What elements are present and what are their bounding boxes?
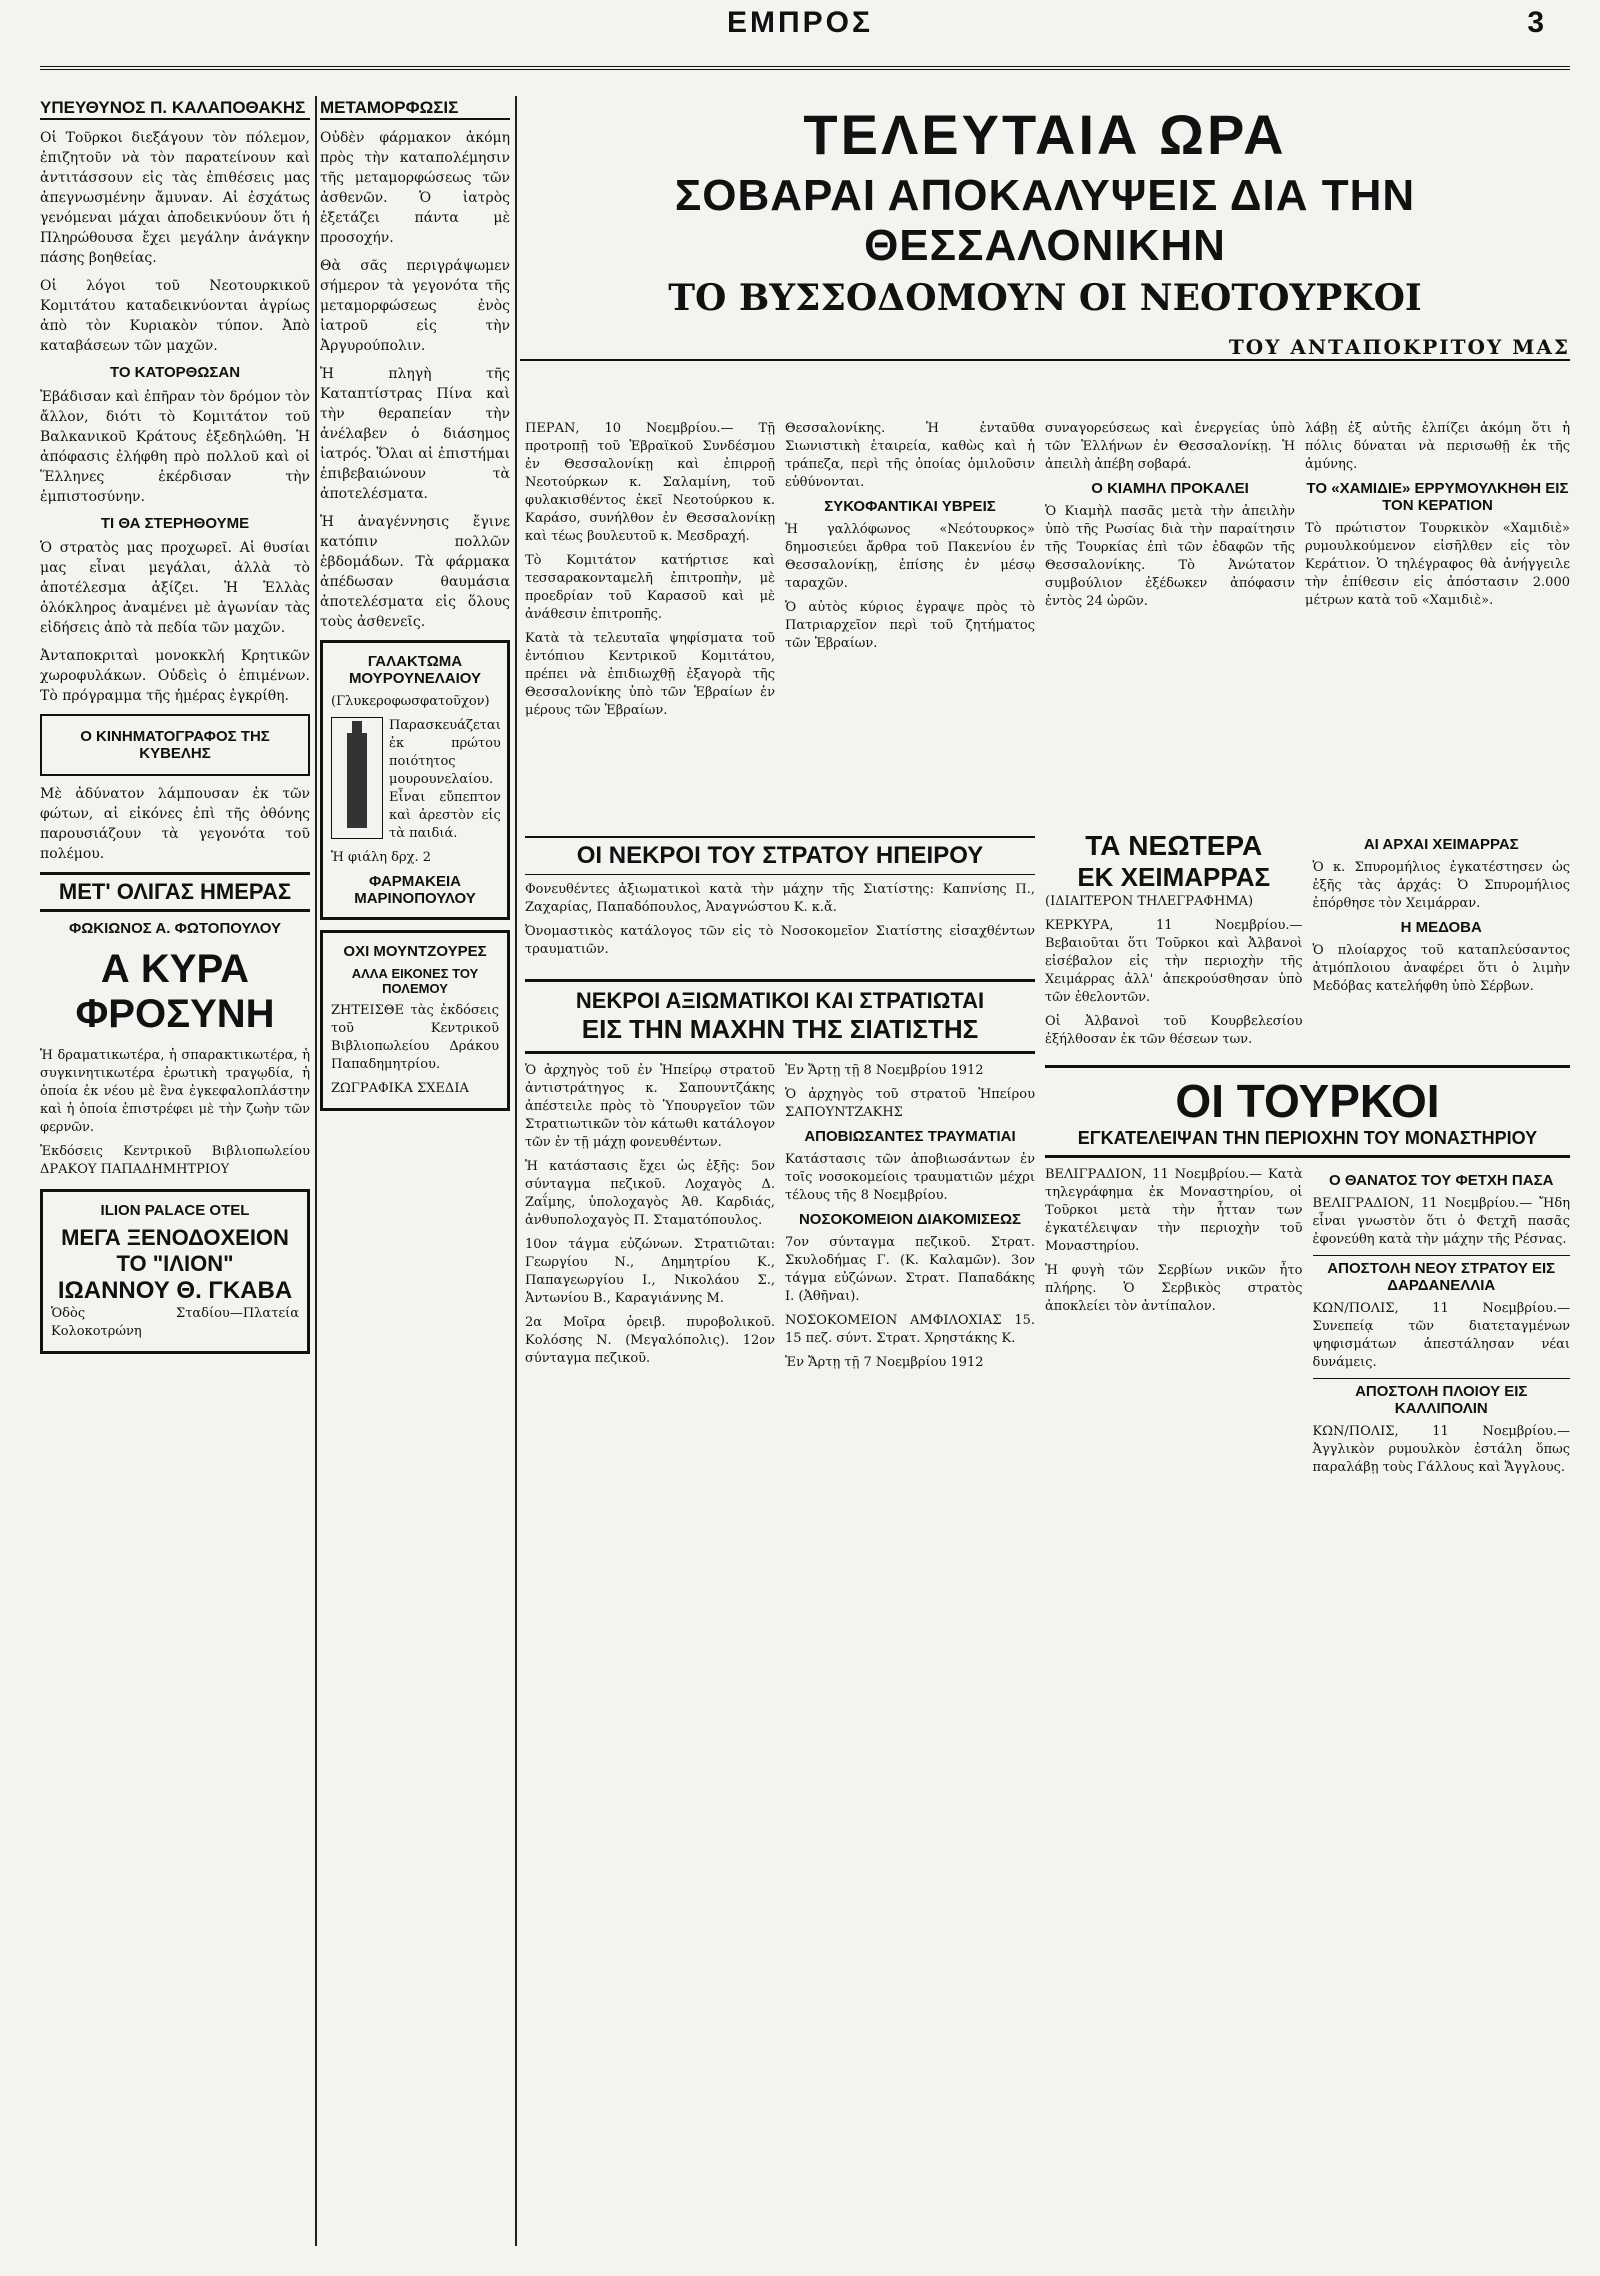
main-paragraph: λάβῃ ἐξ αὐτῆς ἐλπίζει ἀκόμη ὅτι ἡ πόλις δύναται νὰ περισωθῇ ἐκ τῆς ἀμύνης. <box>1305 421 1570 472</box>
trauma-title: ΑΠΟΒΙΩΣΑΝΤΕΣ ΤΡΑΥΜΑΤΙΑΙ <box>804 1128 1016 1145</box>
siatista-title-2: ΕΙΣ ΤΗΝ ΜΑΧΗΝ ΤΗΣ ΣΙΑΤΙΣΤΗΣ <box>525 1014 1035 1054</box>
col1-subhead: Ο ΚΙΝΗΜΑΤΟΓΡΑΦΟΣ ΤΗΣ ΚΥΒΕΛΗΣ <box>80 728 270 762</box>
masthead-title: ΕΜΠΡΟΣ <box>726 6 873 39</box>
main-paragraph: Τὸ Κομιτάτον κατήρτισε καὶ τεσσαρακονταμελῆ ἐπιτροπὴν, μὲ προεδρίαν τοῦ Καρασοῦ καὶ μὲ ἀνάθεσιν ἐπιτροπῆς. <box>525 553 775 622</box>
main-paragraph: Τὸ πρώτιστον Τουρκικὸν «Χαμιδιὲ» ρυμουλκούμενον εἰσῆλθεν εἰς τὸν Κεράτιον. Ὁ τηλέγραφος θὰ ἀνήγγειλε τὴν ἐπίθεσιν εἰς ἀπόστασιν 2.000 μέτρων κατὰ τοῦ «Χαμιδιὲ». <box>1305 521 1570 608</box>
tourkoi-sub: ΕΓΚΑΤΕΛΕΙΨΑΝ ΤΗΝ ΠΕΡΙΟΧΗΝ ΤΟΥ ΜΟΝΑΣΤΗΡΙΟΥ <box>1045 1128 1570 1158</box>
siatista-paragraph: 2α Μοῖρα ὀρειβ. πυροβολικοῦ. Κολόσης Ν. (Μεγαλόπολις). 12ον σύνταγμα πεζικοῦ. <box>525 1315 775 1366</box>
main-col-3 <box>1045 420 1295 820</box>
ploion-title: ΑΠΟΣΤΟΛΗ ΠΛΟΙΟΥ ΕΙΣ ΚΑΛΛΙΠΟΛΙΝ <box>1313 1378 1571 1417</box>
main-headline: ΣΟΒΑΡΑΙ ΑΠΟΚΑΛΥΨΕΙΣ ΔΙΑ ΤΗΝ ΘΕΣΣΑΛΟΝΙΚΗΝ <box>674 171 1416 270</box>
ad1-subtitle: (Γλυκεροφωσφατοῦχον) <box>331 694 490 709</box>
neotera-paragraph: Οἱ Ἀλβανοὶ τοῦ Κουρβελεσίου ἐξήλθοσαν ἐκ τῶν θέσεων των. <box>1045 1014 1303 1047</box>
neotera-paragraph: ΚΕΡΚΥΡΑ, 11 Νοεμβρίου.— Βεβαιοῦται ὅτι Τοῦρκοι καὶ Ἀλβανοὶ εἰσέβαλον εἰς τὴν περιοχὴν τῆς Χειμάρρας ἀλλ' ἀπεκρούσθησαν ὑπὸ τῶν ἐθελοντῶν. <box>1045 918 1303 1005</box>
siatista-paragraph: 10ον τάγμα εὐζώνων. Στρατιῶται: Γεωργίου Ν., Δημητρίου Κ., Παπαγεωργίου Ι., Νικολάου Σ., Ἀντωνίου Β., Καραγιάννης Μ. <box>525 1237 775 1306</box>
col2-paragraph: Ἡ ἀναγέννησις ἔγινε κατόπιν πολλῶν ἑβδομάδων. Τὰ φάρμακα ἀπέδωσαν θαυμάσια ἀποτελέσματα εἰς ὅλους τοὺς ἀσθενεῖς. <box>320 514 510 630</box>
masthead <box>0 0 1600 96</box>
main-col-2 <box>785 420 1035 820</box>
ad2-title: ΟΧΙ ΜΟΥΝΤΖΟΥΡΕΣ <box>343 943 487 960</box>
met-oligas-heading: ΜΕΤ' ΟΛΙΓΑΣ ΗΜΕΡΑΣ <box>40 872 310 912</box>
col1-subhead: ΤΟ ΚΑΤΟΡΘΩΣΑΝ <box>109 364 241 381</box>
main-col-4 <box>1305 420 1570 820</box>
siatista-sign-date: Ἐν Ἄρτῃ τῇ 8 Νοεμβρίου 1912 <box>785 1063 984 1078</box>
hospital-paragraph: ΝΟΣΟΚΟΜΕΙΟΝ ΑΜΦΙΛΟΧΙΑΣ 15. 15 πεζ. σύντ. Στρατ. Χρηστάκης Κ. <box>785 1313 1035 1346</box>
mountzoures-ad <box>320 930 510 1111</box>
thanatos-title: Ο ΘΑΝΑΤΟΣ ΤΟΥ ΦΕΤΧΗ ΠΑΣΑ <box>1329 1172 1554 1189</box>
main-subhead: ΤΟ ΒΥΣΣΟΔΟΜΟΥΝ ΟΙ ΝΕΟΤΟΥΡΚΟΙ <box>668 277 1422 319</box>
ad1-title: ΓΑΛΑΚΤΩΜΑ ΜΟΥΡΟΥΝΕΛΑΙΟΥ <box>348 653 482 687</box>
col1-paragraph: Οἱ Τοῦρκοι διεξάγουν τὸν πόλεμον, ἐπιζητοῦν νὰ τὸν παρατείνουν καὶ ἀντιτάσσουν εἰς τὰς ἐπιθέσεις μας ἀπεγνωσμένην ἄμυναν. Αἱ ἐσχάτως γενόμεναι μάχαι ἀποδεικνύουν ὅτι ἡ Πληρώθουσα ἔχει μεγάλην ἀνάγκην πάσης βοηθείας. <box>40 130 310 266</box>
kicker-headline: ΤΕΛΕΥΤΑΙΑ ΩΡΑ <box>803 103 1287 166</box>
neotera-sub: (ΙΔΙΑΙΤΕΡΟΝ ΤΗΛΕΓΡΑΦΗΜΑ) <box>1045 894 1254 909</box>
novel-description: Ἡ δραματικωτέρα, ἡ σπαρακτικωτέρα, ἡ συγκινητικωτέρα ἐρωτικὴ τραγῳδία, ἡ ὁποία ἐκ νέου μὲ ἓνα ἐγκεφαλοπλάστην καὶ ἡ ὁποία ἐπιστρέφει μὲ τὴν ζωὴν τῶν φερνῶν. <box>40 1048 310 1135</box>
byline: ΤΟΥ ΑΝΤΑΠΟΚΡΙΤΟΥ ΜΑΣ <box>520 335 1570 361</box>
column-divider <box>315 96 317 2246</box>
ad2-subtitle: ΑΛΛΑ ΕΙΚΟΝΕΣ ΤΟΥ ΠΟΛΕΜΟΥ <box>351 966 479 996</box>
novel-title: Α ΚΥΡΑ ΦΡΟΣΥΝΗ <box>75 947 275 1036</box>
page-number: 3 <box>1527 6 1544 39</box>
main-paragraph: ΠΕΡΑΝ, 10 Νοεμβρίου.— Τῇ προτροπῇ τοῦ Ἑβραϊκοῦ Συνδέσμου ἐν Θεσσαλονίκῃ καὶ ἐπιρροῇ Νεοτούρκων κ. Σαλαμίνη, τοῦ φυλακισθέντος ἐκεῖ Νεοτούρκου κ. Καράσο, συνήλθον ἐν Θεσσαλονίκῃ καὶ τέως βουλευτοῦ κ. Μεσδραχή. <box>525 421 775 544</box>
novel-note: Ἐκδόσεις Κεντρικοῦ Βιβλιοπωλείου ΔΡΑΚΟΥ ΠΑΠΑΔΗΜΗΤΡΙΟΥ <box>40 1144 310 1177</box>
nekroi-title: ΟΙ ΝΕΚΡΟΙ ΤΟΥ ΣΤΡΑΤΟΥ ΗΠΕΙΡΟΥ <box>525 836 1035 875</box>
column-1 <box>40 96 310 2246</box>
hotel-ad <box>40 1189 310 1354</box>
col1-paragraph: Ἀνταποκριταὶ μονοκκλή Κρητικῶν χωροφυλάκων. Οὐδεὶς ὁ ἐπιμένων. Τὸ πρόγραμμα τῆς ἡμέρας ἐγκρίθη. <box>40 648 310 704</box>
main-paragraph: Κατὰ τὰ τελευταῖα ψηφίσματα τοῦ ἐντόπιου Κεντρικοῦ Κομιτάτου, πρέπει νὰ ἐπιδιωχθῇ ἐξαγορὰ τῆς Θεσσαλονίκης ὑπὸ τῶν Ἑβραίων ἐν μέρους τῶν Ἑβραίων. <box>525 631 775 718</box>
col1-paragraph: Ὁ στρατὸς μας προχωρεῖ. Αἱ θυσίαι μας εἶναι μεγάλαι, ἀλλὰ τὸ ἀποτέλεσμα ἀξίζει. Ἡ Ἑλλὰς ὁλόκληρος ἀναμένει μὲ ἀγωνίαν τὰς εἰδήσεις ἀπὸ τὰ πεδία τῶν μαχῶν. <box>40 540 310 636</box>
main-paragraph: Θεσσαλονίκης. Ἡ ἐνταῦθα Σιωνιστικὴ ἑταιρεία, καθὼς καὶ ἡ τράπεζα, περὶ τῆς ὁποίας ὁμιλοῦσιν εὐθύνονται. <box>785 421 1035 490</box>
col2-heading: ΜΕΤΑΜΟΡΦΩΣΙΣ <box>320 98 510 120</box>
ad1-text: Παρασκευάζεται ἐκ πρώτου ποιότητος μουρουνελαίου. Εἶναι εὔπεπτον καὶ ἀρεστὸν εἰς τὰ παιδιά. <box>389 718 501 841</box>
col2-paragraph: Ἡ πληγὴ τῆς Καταπτίστρας Πίνα καὶ τὴν θεραπείαν τὴν ἀνέλαβεν ὁ διάσημος ἰατρός. Ὅλαι αἱ ἐπιστήμαι ἐπιβεβαιώνουν τὰ ἀποτελέσματα. <box>320 366 510 502</box>
col1-paragraph: Μὲ ἀδύνατον λάμπουσαν ἐκ τῶν φώτων, αἱ εἰκόνες ἐπὶ τῆς ὀθόνης παρουσιάζουν τὰ γεγονότα τοῦ πολέμου. <box>40 786 310 862</box>
trauma-paragraph: Κατάστασις τῶν ἀποβιωσάντων ἐν τοῖς νοσοκομείοις τραυματιῶν μέχρι τέλους τῆς 8 Νοεμβρίου. <box>785 1152 1035 1203</box>
col1-subhead: ΤΙ ΘΑ ΣΤΕΡΗΘΟΥΜΕ <box>100 515 250 532</box>
hotel-address: Ὁδὸς Σταδίου—Πλατεία Κολοκοτρώνη <box>51 1306 299 1339</box>
siatista-paragraph: Ἡ κατάστασις ἔχει ὡς ἑξῆς: 5ον σύνταγμα πεζικοῦ. Λοχαγὸς Δ. Ζαΐμης, ὑπολοχαγὸς Ἀθ. Καρδιάς, ἀνθυπολοχαγὸς Π. Σταματόπουλος. <box>525 1159 775 1228</box>
main-col-1 <box>525 420 775 820</box>
main-subhead-small: ΣΥΚΟΦΑΝΤΙΚΑΙ ΥΒΡΕΙΣ <box>824 498 996 515</box>
apostoli-title: ΑΠΟΣΤΟΛΗ ΝΕΟΥ ΣΤΡΑΤΟΥ ΕΙΣ ΔΑΡΔΑΝΕΛΛΙΑ <box>1313 1255 1571 1294</box>
kinematografos-box <box>40 714 310 776</box>
hamidie-heading: ΤΟ «ΧΑΜΙΔΙΕ» ΕΡΡΥΜΟΥΛΚΗΘΗ ΕΙΣ ΤΟΝ ΚΕΡΑΤΙΟΝ <box>1306 480 1569 514</box>
hotel-line2: ΙΩΑΝΝΟΥ Θ. ΓΚΑΒΑ <box>57 1277 293 1304</box>
tourkoi-title: ΟΙ ΤΟΥΡΚΟΙ <box>1045 1065 1570 1128</box>
nekroi-paragraph: Ὀνομαστικὸς κατάλογος τῶν εἰς τὸ Νοσοκομεῖον Σιατίστης εἰσαχθέντων τραυματιῶν. <box>525 924 1035 957</box>
bottle-illustration-icon <box>331 717 383 839</box>
col1-heading: ΥΠΕΥΘΥΝΟΣ Π. ΚΑΛΑΠΟΘΑΚΗΣ <box>40 98 310 120</box>
hospital-title: ΝΟΣΟΚΟΜΕΙΟΝ ΔΙΑΚΟΜΙΣΕΩΣ <box>798 1211 1022 1228</box>
main-headline-area <box>520 96 1570 396</box>
ad2-text: ΖΗΤΕΙΣΘΕ τὰς ἐκδόσεις τοῦ Κεντρικοῦ Βιβλιοπωλείου Δράκου Παπαδημητρίου. <box>331 1003 499 1072</box>
siatista-sign-name: Ὁ ἀρχηγὸς τοῦ στρατοῦ Ἠπείρου ΣΑΠΟΥΝΤΖΑΚΗΣ <box>785 1087 1035 1120</box>
xeimarra-sub: ΑΙ ΑΡΧΑΙ ΧΕΙΜΑΡΡΑΣ <box>1363 836 1519 853</box>
xeimarra-paragraph: Ὁ κ. Σπυρομήλιος ἐγκατέστησεν ὡς ἑξῆς τὰς ἀρχάς: Ὀ Σπυρομήλιος ἐπόρθησε τὸν Χειμάρραν. <box>1312 860 1570 911</box>
hotel-line1: ΜΕΓΑ ΞΕΝΟΔΟΧΕΙΟΝ ΤΟ "ΙΛΙΟΝ" <box>61 1225 289 1276</box>
masthead-rule <box>40 66 1570 70</box>
thanatos-paragraph: ΒΕΛΙΓΡΑΔΙΟΝ, 11 Νοεμβρίου.— Ἤδη εἶναι γνωστὸν ὅτι ὁ Φετχῆ πασᾶς ἐφονεύθη κατὰ τὴν μάχην τῆς Ρέσνας. <box>1312 1196 1570 1247</box>
column-2 <box>320 96 510 2246</box>
tourkoi-paragraph: ΒΕΛΙΓΡΑΔΙΟΝ, 11 Νοεμβρίου.— Κατὰ τηλεγράφημα ἐκ Μοναστηρίου, οἱ Τοῦρκοι μετὰ τὴν ἧτταν των ἐγκατέλειψαν τὴν περιοχὴν τοῦ Μοναστηρίου. <box>1045 1167 1303 1254</box>
col1-paragraph: Οἱ λόγοι τοῦ Νεοτουρκικοῦ Κομιτάτου καταδεικνύονται ἀγρίως ἀπὸ τὸν Κυριακὸν τύπον. Ἀπὸ καταβάσεων τῶν μαχῶν. <box>40 278 310 354</box>
ad1-shop: ΦΑΡΜΑΚΕΙΑ ΜΑΡΙΝΟΠΟΥΛΟΥ <box>354 873 476 907</box>
main-paragraph: συναγορεύσεως καὶ ἐνεργείας ὑπὸ τῶν Ἑλλήνων ἐν Θεσσαλονίκῃ. Ἡ ἀπειλὴ ἀπέβη σοβαρά. <box>1045 421 1295 472</box>
col2-paragraph: Θὰ σᾶς περιγράψωμεν σήμερον τὰ γεγονότα τῆς μεταμορφώσεως ἐνὸς ἰατροῦ εἰς τὴν Ἀργυρούπολιν. <box>320 258 510 354</box>
main-paragraph: Ἡ γαλλόφωνος «Νεότουρκος» δημοσιεύει ἄρθρα τοῦ Πακενίου ἐν Θεσσαλονίκῃ, ἐπίσης ἐν μέσῳ ταραχῶν. <box>785 522 1035 591</box>
hospital-paragraph: 7ον σύνταγμα πεζικοῦ. Στρατ. Σκυλοδήμας Γ. (Κ. Καλαμῶν). 3ον τάγμα εὐζώνων. Στρατ. Παπαδάκης Ι. (Ἀθῆναι). <box>785 1235 1035 1304</box>
column-divider <box>515 96 517 2246</box>
neotera-place: ΕΚ ΧΕΙΜΑΡΡΑΣ <box>1077 862 1271 892</box>
ad2-note: ΖΩΓΡΑΦΙΚΑ ΣΧΕΔΙΑ <box>331 1081 469 1096</box>
siatista-paragraph: Ὁ ἀρχηγὸς τοῦ ἐν Ἠπείρῳ στρατοῦ ἀντιστράτηγος κ. Σαπουντζάκης ἀπέστειλε πρὸς τὸ Ὑπουργεῖον τῶν Στρατιωτικῶν τὸν κάτωθι κατάλογον τῶν ἐν τῇ μάχῃ φονευθέντων. <box>525 1063 775 1150</box>
col2-paragraph: Οὐδὲν φάρμακον ἀκόμη πρὸς τὴν καταπολέμησιν τῆς μεταμορφώσεως τῶν ἀσθενῶν. Ὁ ἰατρὸς ἐξετάζει πάντα μὲ προσοχήν. <box>320 130 510 246</box>
main-paragraph: Ὁ αὐτὸς κύριος ἐγραψε πρὸς τὸ Πατριαρχεῖον περὶ τοῦ ζητήματος τῶν Ἑβραίων. <box>785 600 1035 651</box>
siatista-title-1: ΝΕΚΡΟΙ ΑΞΙΩΜΑΤΙΚΟΙ ΚΑΙ ΣΤΡΑΤΙΩΤΑΙ <box>525 979 1035 1014</box>
author-name: ΦΩΚΙΩΝΟΣ Α. ΦΩΤΟΠΟΥΛΟΥ <box>68 920 282 937</box>
tourkoi-paragraph: Ἡ φυγὴ τῶν Σερβίων νικῶν ἦτο πλήρης. Ὁ Σερβικὸς στρατὸς ἀποκλείει τὸν ἀντίπαλον. <box>1045 1263 1303 1314</box>
medova-paragraph: Ὁ πλοίαρχος τοῦ καταπλεύσαντος ἀτμόπλοιου ἀναφέρει ὅτι ὁ λιμὴν Μεδόβας κατελήφθη ὑπὸ Σέρβων. <box>1312 943 1570 994</box>
news-section <box>1045 830 1570 2240</box>
medova-title: Η ΜΕΔΟΒΑ <box>1400 919 1482 936</box>
ploion-paragraph: ΚΩΝ/ΠΟΛΙΣ, 11 Νοεμβρίου.— Ἀγγλικὸν ρυμουλκὸν ἐστάλη ὅπως παραλάβῃ τοὺς Γάλλους καὶ Ἄγγλους. <box>1312 1424 1570 1475</box>
hospital-sign: Ἐν Ἄρτῃ τῇ 7 Νοεμβρίου 1912 <box>785 1355 984 1370</box>
nekroi-paragraph: Φονευθέντες ἀξιωματικοὶ κατὰ τὴν μάχην τῆς Σιατίστης: Καπνίσης Π., Ζαχαρίας, Παπαδόπουλος, Ἀναγνώστου Κ. κ.ἄ. <box>525 882 1035 915</box>
kiamil-heading: Ο ΚΙΑΜΗΛ ΠΡΟΚΑΛΕΙ <box>1091 480 1249 497</box>
hotel-name: ILION PALACE OTEL <box>100 1202 250 1219</box>
main-paragraph: Ὁ Κιαμὴλ πασᾶς μετὰ τὴν ἀπειλὴν ὑπὸ τῆς Ρωσίας διὰ τὴν παραίτησιν τῆς Τουρκίας ἐπὶ τῶν ἐδαφῶν τῆς Θεσσαλονίκης. Τὸ Ἀνώτατον συμβούλιον ἐξέδωκεν ἀπόφασιν ἐντὸς 24 ὡρῶν. <box>1045 504 1295 609</box>
galaktoma-ad <box>320 640 510 920</box>
ad1-price: Ἡ φιάλη δρχ. 2 <box>331 850 432 865</box>
col1-paragraph: Ἐβάδισαν καὶ ἐπῆραν τὸν δρόμον τὸν ἄλλον, διότι τὸ Κομιτάτον τοῦ Βαλκανικοῦ Κράτους ἐξεδηλώθη. Ἡ ἀπόφασις ἐλήφθη πρὸ πολλοῦ καὶ οἱ Ἕλληνες ἐκέρδισαν τὴν ἐμπιστοσύνην. <box>40 389 310 505</box>
casualties-section <box>525 830 1035 2240</box>
neotera-title: ΤΑ ΝΕΩΤΕΡΑ <box>1085 830 1263 861</box>
apostoli-paragraph: ΚΩΝ/ΠΟΛΙΣ, 11 Νοεμβρίου.— Συνεπείᾳ τῶν διατεταγμένων ψηφισμάτων ἀπεστάλησαν νέαι δυνάμεις. <box>1312 1301 1570 1370</box>
